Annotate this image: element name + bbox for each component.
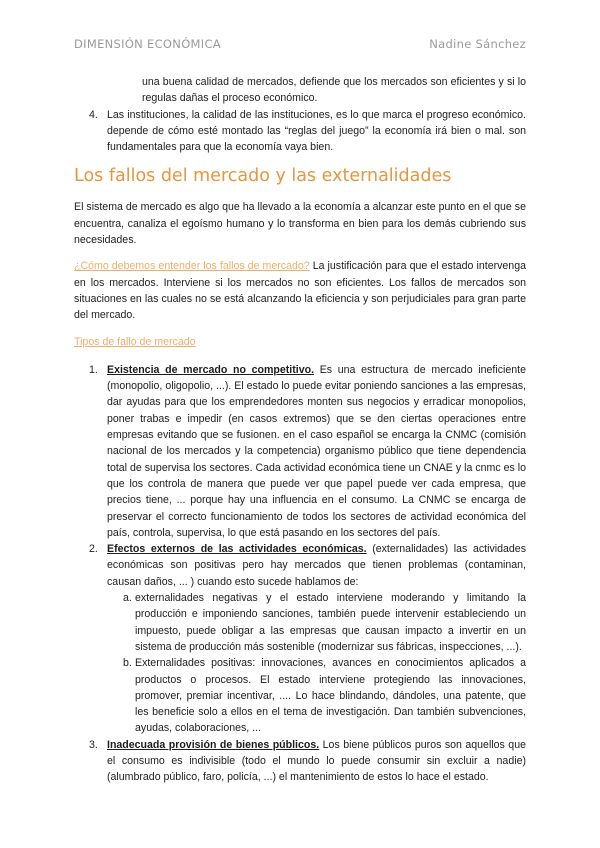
sub-text: Externalidades positivas: innovaciones, avances en conocimientos aplicados a productos o procesos. El estado interviene protegiendo las innovaciones, promover, premiar incentivar, .... Lo hace blindando, dándoles, una patente, que les beneficie solo a ellos en el tema de investigación. Dan también subvenciones, ayudas, colaboraciones, ... xyxy=(135,657,526,735)
question-text: La justificación para que el estado intervenga en los mercados. Interviene si los mercados no son eficientes. Los fallos de mercados son situaciones en las cuales no se está alcanzando la eficiencia y son perjudiciales para gran parte del mercado. xyxy=(74,260,526,322)
sub-list-item xyxy=(107,655,526,736)
list-item xyxy=(74,541,526,590)
sub-letter: a. xyxy=(123,592,132,605)
header-left: DIMENSIÓN ECONÓMICA xyxy=(74,37,221,51)
question-link[interactable]: ¿Cómo debemos entender los fallos de mercado? xyxy=(74,260,310,273)
item-title: Inadecuada provisión de bienes públicos. xyxy=(107,738,320,751)
item-title: Existencia de mercado no competitivo. xyxy=(107,363,315,376)
question-paragraph xyxy=(74,258,526,323)
list-number: 4. xyxy=(89,108,98,121)
subheading-link[interactable]: Tipos de fallo de mercado xyxy=(74,335,196,348)
header-right: Nadine Sánchez xyxy=(429,37,526,51)
list-item xyxy=(74,362,526,541)
item-text: Los biene públicos puros son aquellos que el consumo es indivisible (todo el mundo lo puede consumir sin excluir a nadie) (alumbrado público, faro, policía, ...) el mantenimiento de estos lo hace el estado. xyxy=(107,738,526,784)
page-content xyxy=(74,74,526,786)
intro-paragraph: El sistema de mercado es algo que ha llevado a la economía a alcanzar este punto en el que se encuentra, canaliza el egoísmo humano y lo transforma en bien para los demás cubriendo sus necesidades. xyxy=(74,201,526,247)
list-number: 3. xyxy=(89,738,98,751)
sub-list-item xyxy=(107,590,526,655)
item-text: Es una estructura de mercado ineficiente (monopolio, oligopolio, ...). El estado lo puede evitar poniendo sanciones a las empresas, dar ayudas para que los emprendedores monten sus negocios y erradicar monopolios, poner trabas e impedir (en casos extremos) que se den ciertas operaciones entre empresas evitando que se fusionen. en el caso español se encarga la CNMC (comisión nacional de los mercados y la competencia) organismo público que tiene dependencia total de supervisa los sectores. Cada actividad económica tiene un CNAE y la cnmc es lo que los controla de manera que puede ver que papel puede ver cada empresa, que precios tiene, ... porque hay una influencia en el consumo. La CNMC se encarga de preservar el correcto funcionamiento de todos los sectores de actividad económica del país, controla, supervisa, lo que está pasando en los sectores del país. xyxy=(107,363,526,539)
list-number: 1. xyxy=(89,363,98,376)
list-item xyxy=(74,737,526,786)
list-number: 2. xyxy=(89,543,98,556)
page-header xyxy=(74,37,526,51)
item-text: (externalidades) las actividades económicas son positivas pero hay mercados que tienen problemas (contaminan, causan daños, ... ) cuando esto sucede hablamos de: xyxy=(107,543,526,588)
sub-text: externalidades negativas y el estado interviene moderando y limitando la producción e imponiendo sanciones, también puede intervenir estableciendo un impuesto, puede obligar a las empresas que causan impacto a invertir en un sistema de producción más sostenible (modernizar sus fábricas, inspecciones, ...). xyxy=(135,592,526,653)
list-text: Las instituciones, la calidad de las instituciones, es lo que marca el progreso económico. depende de cómo esté montado las “reglas del juego” la economía irá bien o mal. son fundamentales para que la economía vaya bien. xyxy=(107,108,526,154)
continued-text: una buena calidad de mercados, defiende que los mercados son eficientes y si lo regulas dañas el proceso económico. xyxy=(142,76,526,105)
list-item-4 xyxy=(74,107,526,156)
item-title: Efectos externos de las actividades económicas. xyxy=(107,543,367,556)
sub-letter: b. xyxy=(123,657,132,670)
section-title: Los fallos del mercado y las externalidades xyxy=(74,166,452,187)
